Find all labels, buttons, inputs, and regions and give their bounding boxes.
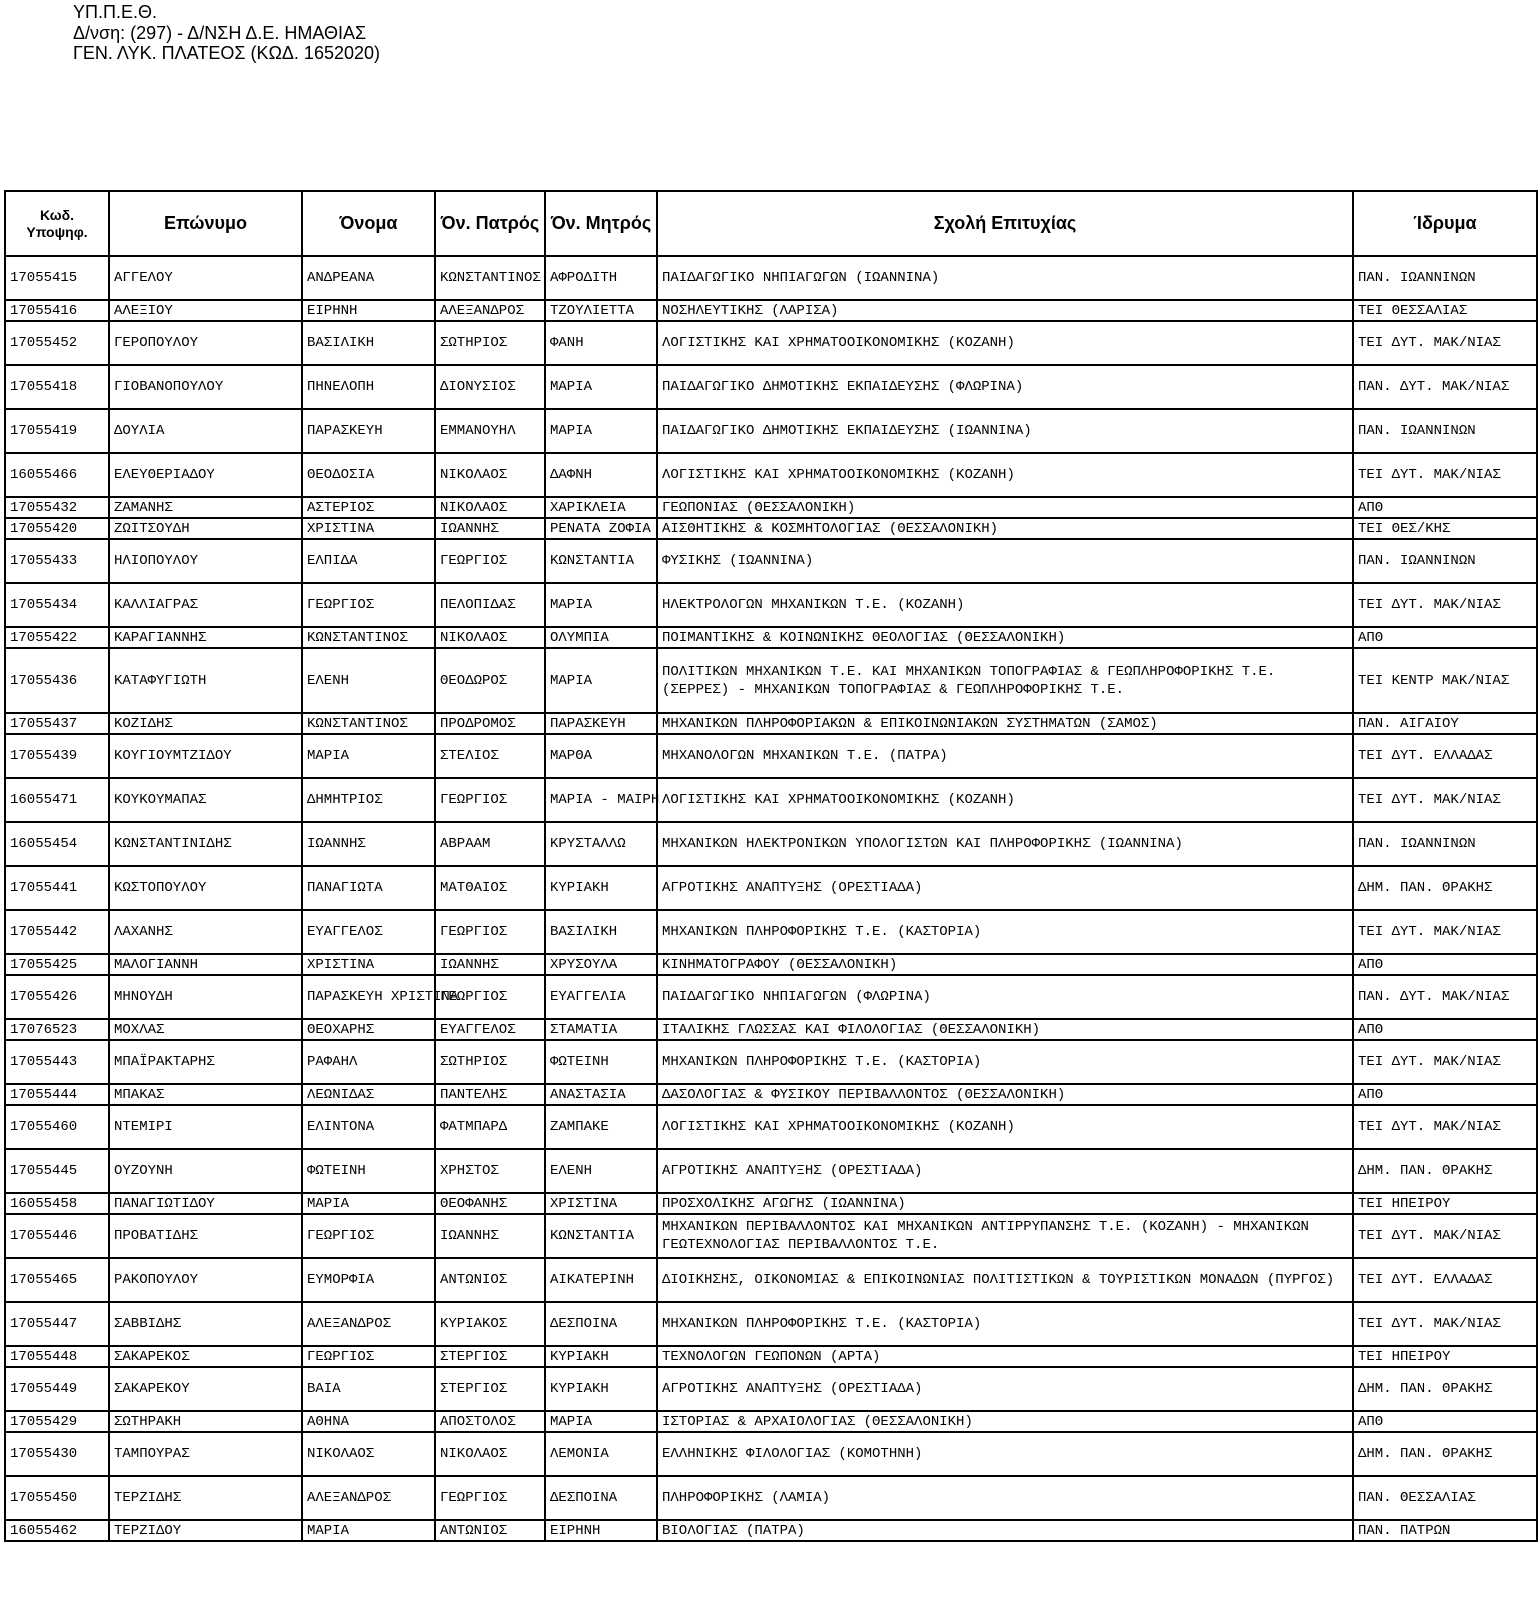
cell-name: ΑΣΤΕΡΙΟΣ xyxy=(302,497,435,518)
cell-school: ΠΟΙΜΑΝΤΙΚΗΣ & ΚΟΙΝΩΝΙΚΗΣ ΘΕΟΛΟΓΙΑΣ (ΘΕΣΣΑΛΟΝΙΚΗ) xyxy=(657,627,1353,648)
cell-name: ΚΩΝΣΤΑΝΤΙΝΟΣ xyxy=(302,627,435,648)
cell-name: ΚΩΝΣΤΑΝΤΙΝΟΣ xyxy=(302,713,435,734)
cell-school: ΦΥΣΙΚΗΣ (ΙΩΑΝΝΙΝΑ) xyxy=(657,539,1353,583)
cell-father-name: ΣΤΕΛΙΟΣ xyxy=(435,734,545,778)
cell-father-name: ΓΕΩΡΓΙΟΣ xyxy=(435,910,545,954)
cell-mother-name: ΦΑΝΗ xyxy=(545,321,657,365)
cell-code: 17055443 xyxy=(5,1040,109,1084)
cell-code: 16055458 xyxy=(5,1193,109,1214)
cell-school: ΜΗΧΑΝΙΚΩΝ ΗΛΕΚΤΡΟΝΙΚΩΝ ΥΠΟΛΟΓΙΣΤΩΝ ΚΑΙ ΠΛΗΡΟΦΟΡΙΚΗΣ (ΙΩΑΝΝΙΝΑ) xyxy=(657,822,1353,866)
cell-surname: ΣΑΚΑΡΕΚΟΥ xyxy=(109,1367,302,1411)
cell-mother-name: ΧΑΡΙΚΛΕΙΑ xyxy=(545,497,657,518)
cell-school: ΓΕΩΠΟΝΙΑΣ (ΘΕΣΣΑΛΟΝΙΚΗ) xyxy=(657,497,1353,518)
cell-name: ΓΕΩΡΓΙΟΣ xyxy=(302,1346,435,1367)
cell-name: ΒΑΙΑ xyxy=(302,1367,435,1411)
cell-father-name: ΘΕΟΦΑΝΗΣ xyxy=(435,1193,545,1214)
cell-surname: ΚΑΡΑΓΙΑΝΝΗΣ xyxy=(109,627,302,648)
cell-institution: ΠΑΝ. ΙΩΑΝΝΙΝΩΝ xyxy=(1353,822,1537,866)
cell-code: 17055425 xyxy=(5,954,109,975)
table-row xyxy=(5,518,1537,539)
cell-school: ΠΑΙΔΑΓΩΓΙΚΟ ΝΗΠΙΑΓΩΓΩΝ (ΦΛΩΡΙΝΑ) xyxy=(657,975,1353,1019)
table-row xyxy=(5,734,1537,778)
cell-mother-name: ΠΑΡΑΣΚΕΥΗ xyxy=(545,713,657,734)
cell-institution: ΤΕΙ ΔΥΤ. ΜΑΚ/ΝΙΑΣ xyxy=(1353,321,1537,365)
table-row xyxy=(5,497,1537,518)
cell-name: ΧΡΙΣΤΙΝΑ xyxy=(302,518,435,539)
cell-surname: ΚΟΥΚΟΥΜΑΠΑΣ xyxy=(109,778,302,822)
cell-surname: ΓΕΡΟΠΟΥΛΟΥ xyxy=(109,321,302,365)
table-row xyxy=(5,822,1537,866)
cell-surname: ΜΟΧΛΑΣ xyxy=(109,1019,302,1040)
cell-code: 17055432 xyxy=(5,497,109,518)
cell-surname: ΚΩΣΤΟΠΟΥΛΟΥ xyxy=(109,866,302,910)
cell-surname: ΡΑΚΟΠΟΥΛΟΥ xyxy=(109,1258,302,1302)
cell-surname: ΜΠΑΚΑΣ xyxy=(109,1084,302,1105)
cell-name: ΜΑΡΙΑ xyxy=(302,1193,435,1214)
table-row xyxy=(5,910,1537,954)
cell-mother-name: ΚΩΝΣΤΑΝΤΙΑ xyxy=(545,539,657,583)
cell-institution: ΑΠΘ xyxy=(1353,627,1537,648)
cell-mother-name: ΣΤΑΜΑΤΙΑ xyxy=(545,1019,657,1040)
cell-mother-name: ΒΑΣΙΛΙΚΗ xyxy=(545,910,657,954)
cell-code: 17055429 xyxy=(5,1411,109,1432)
col-header-school: Σχολή Επιτυχίας xyxy=(657,191,1353,256)
cell-father-name: ΙΩΑΝΝΗΣ xyxy=(435,518,545,539)
cell-school: ΠΟΛΙΤΙΚΩΝ ΜΗΧΑΝΙΚΩΝ Τ.Ε. ΚΑΙ ΜΗΧΑΝΙΚΩΝ ΤΟΠΟΓΡΑΦΙΑΣ & ΓΕΩΠΛΗΡΟΦΟΡΙΚΗΣ Τ.Ε. (ΣΕΡΡΕΣ) - ΜΗΧΑΝΙΚΩΝ ΤΟΠΟΓΡΑΦΙΑΣ & ΓΕΩΠΛΗΡΟΦΟΡΙΚΗΣ Τ.Ε. xyxy=(657,648,1353,713)
cell-name: ΕΥΜΟΡΦΙΑ xyxy=(302,1258,435,1302)
cell-name: ΠΑΡΑΣΚΕΥΗ ΧΡΙΣΤΙΝΑ xyxy=(302,975,435,1019)
cell-name: ΑΛΕΞΑΝΔΡΟΣ xyxy=(302,1302,435,1346)
cell-father-name: ΓΕΩΡΓΙΟΣ xyxy=(435,1476,545,1520)
table-row xyxy=(5,1019,1537,1040)
cell-code: 17055452 xyxy=(5,321,109,365)
cell-institution: ΠΑΝ. ΙΩΑΝΝΙΝΩΝ xyxy=(1353,256,1537,300)
table-row xyxy=(5,583,1537,627)
cell-father-name: ΝΙΚΟΛΑΟΣ xyxy=(435,497,545,518)
table-row xyxy=(5,954,1537,975)
cell-institution: ΠΑΝ. ΠΑΤΡΩΝ xyxy=(1353,1520,1537,1541)
ministry-line: ΥΠ.Π.Ε.Θ. xyxy=(73,2,158,22)
cell-school: ΑΓΡΟΤΙΚΗΣ ΑΝΑΠΤΥΞΗΣ (ΟΡΕΣΤΙΑΔΑ) xyxy=(657,1149,1353,1193)
cell-institution: ΤΕΙ ΘΕΣΣΑΛΙΑΣ xyxy=(1353,300,1537,321)
cell-code: 17055420 xyxy=(5,518,109,539)
cell-name: ΦΩΤΕΙΝΗ xyxy=(302,1149,435,1193)
table-row xyxy=(5,1346,1537,1367)
cell-name: ΕΛΙΝΤΟΝΑ xyxy=(302,1105,435,1149)
cell-institution: ΤΕΙ ΚΕΝΤΡ ΜΑΚ/ΝΙΑΣ xyxy=(1353,648,1537,713)
cell-mother-name: ΦΩΤΕΙΝΗ xyxy=(545,1040,657,1084)
cell-institution: ΤΕΙ ΔΥΤ. ΜΑΚ/ΝΙΑΣ xyxy=(1353,1105,1537,1149)
cell-father-name: ΓΕΩΡΓΙΟΣ xyxy=(435,778,545,822)
cell-mother-name: ΕΥΑΓΓΕΛΙΑ xyxy=(545,975,657,1019)
cell-father-name: ΕΥΑΓΓΕΛΟΣ xyxy=(435,1019,545,1040)
table-row xyxy=(5,365,1537,409)
cell-mother-name: ΜΑΡΙΑ xyxy=(545,583,657,627)
table-row xyxy=(5,1149,1537,1193)
cell-mother-name: ΚΩΝΣΤΑΝΤΙΑ xyxy=(545,1214,657,1258)
cell-surname: ΔΟΥΛΙΑ xyxy=(109,409,302,453)
cell-name: ΕΙΡΗΝΗ xyxy=(302,300,435,321)
cell-surname: ΚΑΤΑΦΥΓΙΩΤΗ xyxy=(109,648,302,713)
cell-institution: ΤΕΙ ΔΥΤ. ΜΑΚ/ΝΙΑΣ xyxy=(1353,1214,1537,1258)
cell-school: ΛΟΓΙΣΤΙΚΗΣ ΚΑΙ ΧΡΗΜΑΤΟΟΙΚΟΝΟΜΙΚΗΣ (ΚΟΖΑΝΗ) xyxy=(657,321,1353,365)
cell-school: ΠΑΙΔΑΓΩΓΙΚΟ ΔΗΜΟΤΙΚΗΣ ΕΚΠΑΙΔΕΥΣΗΣ (ΦΛΩΡΙΝΑ) xyxy=(657,365,1353,409)
cell-institution: ΑΠΘ xyxy=(1353,954,1537,975)
col-header-surname: Επώνυμο xyxy=(109,191,302,256)
cell-school: ΗΛΕΚΤΡΟΛΟΓΩΝ ΜΗΧΑΝΙΚΩΝ Τ.Ε. (ΚΟΖΑΝΗ) xyxy=(657,583,1353,627)
cell-institution: ΑΠΘ xyxy=(1353,1019,1537,1040)
cell-surname: ΠΡΟΒΑΤΙΔΗΣ xyxy=(109,1214,302,1258)
cell-school: ΑΙΣΘΗΤΙΚΗΣ & ΚΟΣΜΗΤΟΛΟΓΙΑΣ (ΘΕΣΣΑΛΟΝΙΚΗ) xyxy=(657,518,1353,539)
cell-father-name: ΚΩΝΣΤΑΝΤΙΝΟΣ xyxy=(435,256,545,300)
cell-name: ΒΑΣΙΛΙΚΗ xyxy=(302,321,435,365)
cell-name: ΠΑΡΑΣΚΕΥΗ xyxy=(302,409,435,453)
table-row xyxy=(5,1302,1537,1346)
cell-code: 17055446 xyxy=(5,1214,109,1258)
table-row xyxy=(5,1367,1537,1411)
col-header-father: Όν. Πατρός xyxy=(435,191,545,256)
cell-mother-name: ΡΕΝΑΤΑ ΖΟΦΙΑ xyxy=(545,518,657,539)
cell-school: ΑΓΡΟΤΙΚΗΣ ΑΝΑΠΤΥΞΗΣ (ΟΡΕΣΤΙΑΔΑ) xyxy=(657,866,1353,910)
cell-name: ΝΙΚΟΛΑΟΣ xyxy=(302,1432,435,1476)
cell-name: ΙΩΑΝΝΗΣ xyxy=(302,822,435,866)
cell-name: ΜΑΡΙΑ xyxy=(302,734,435,778)
table-header-row xyxy=(5,191,1537,256)
cell-mother-name: ΕΙΡΗΝΗ xyxy=(545,1520,657,1541)
cell-school: ΛΟΓΙΣΤΙΚΗΣ ΚΑΙ ΧΡΗΜΑΤΟΟΙΚΟΝΟΜΙΚΗΣ (ΚΟΖΑΝΗ) xyxy=(657,778,1353,822)
cell-code: 17055419 xyxy=(5,409,109,453)
cell-institution: ΤΕΙ ΘΕΣ/ΚΗΣ xyxy=(1353,518,1537,539)
cell-father-name: ΔΙΟΝΥΣΙΟΣ xyxy=(435,365,545,409)
document-header xyxy=(73,2,380,64)
cell-mother-name: ΑΙΚΑΤΕΡΙΝΗ xyxy=(545,1258,657,1302)
cell-mother-name: ΔΑΦΝΗ xyxy=(545,453,657,497)
cell-mother-name: ΜΑΡΙΑ xyxy=(545,365,657,409)
col-header-mother: Όν. Μητρός xyxy=(545,191,657,256)
cell-father-name: ΣΤΕΡΓΙΟΣ xyxy=(435,1367,545,1411)
cell-school: ΠΑΙΔΑΓΩΓΙΚΟ ΔΗΜΟΤΙΚΗΣ ΕΚΠΑΙΔΕΥΣΗΣ (ΙΩΑΝΝΙΝΑ) xyxy=(657,409,1353,453)
cell-school: ΑΓΡΟΤΙΚΗΣ ΑΝΑΠΤΥΞΗΣ (ΟΡΕΣΤΙΑΔΑ) xyxy=(657,1367,1353,1411)
candidates-table xyxy=(4,190,1538,1542)
cell-surname: ΜΠΑΪΡΑΚΤΑΡΗΣ xyxy=(109,1040,302,1084)
cell-surname: ΚΟΥΓΙΟΥΜΤΖΙΔΟΥ xyxy=(109,734,302,778)
cell-institution: ΤΕΙ ΔΥΤ. ΕΛΛΑΔΑΣ xyxy=(1353,734,1537,778)
cell-surname: ΝΤΕΜΙΡΙ xyxy=(109,1105,302,1149)
cell-father-name: ΝΙΚΟΛΑΟΣ xyxy=(435,1432,545,1476)
table-row xyxy=(5,300,1537,321)
table-row xyxy=(5,1520,1537,1541)
table-row xyxy=(5,1476,1537,1520)
cell-father-name: ΦΑΤΜΠΑΡΔ xyxy=(435,1105,545,1149)
cell-surname: ΖΑΜΑΝΗΣ xyxy=(109,497,302,518)
cell-surname: ΓΙΟΒΑΝΟΠΟΥΛΟΥ xyxy=(109,365,302,409)
cell-name: ΑΘΗΝΑ xyxy=(302,1411,435,1432)
cell-mother-name: ΔΕΣΠΟΙΝΑ xyxy=(545,1476,657,1520)
table-row xyxy=(5,713,1537,734)
cell-surname: ΜΑΛΟΓΙΑΝΝΗ xyxy=(109,954,302,975)
table-row xyxy=(5,256,1537,300)
cell-mother-name: ΕΛΕΝΗ xyxy=(545,1149,657,1193)
cell-mother-name: ΛΕΜΟΝΙΑ xyxy=(545,1432,657,1476)
cell-name: ΕΛΠΙΔΑ xyxy=(302,539,435,583)
cell-code: 17055460 xyxy=(5,1105,109,1149)
cell-name: ΔΗΜΗΤΡΙΟΣ xyxy=(302,778,435,822)
cell-code: 17055448 xyxy=(5,1346,109,1367)
cell-school: ΝΟΣΗΛΕΥΤΙΚΗΣ (ΛΑΡΙΣΑ) xyxy=(657,300,1353,321)
col-header-name: Όνομα xyxy=(302,191,435,256)
cell-mother-name: ΧΡΙΣΤΙΝΑ xyxy=(545,1193,657,1214)
cell-mother-name: ΚΥΡΙΑΚΗ xyxy=(545,866,657,910)
cell-name: ΛΕΩΝΙΔΑΣ xyxy=(302,1084,435,1105)
cell-school: ΜΗΧΑΝΙΚΩΝ ΠΛΗΡΟΦΟΡΙΚΗΣ Τ.Ε. (ΚΑΣΤΟΡΙΑ) xyxy=(657,1040,1353,1084)
cell-school: ΠΡΟΣΧΟΛΙΚΗΣ ΑΓΩΓΗΣ (ΙΩΑΝΝΙΝΑ) xyxy=(657,1193,1353,1214)
cell-school: ΤΕΧΝΟΛΟΓΩΝ ΓΕΩΠΟΝΩΝ (ΑΡΤΑ) xyxy=(657,1346,1353,1367)
cell-mother-name: ΖΑΜΠΑΚΕ xyxy=(545,1105,657,1149)
cell-institution: ΤΕΙ ΔΥΤ. ΜΑΚ/ΝΙΑΣ xyxy=(1353,453,1537,497)
cell-mother-name: ΟΛΥΜΠΙΑ xyxy=(545,627,657,648)
cell-institution: ΤΕΙ ΗΠΕΙΡΟΥ xyxy=(1353,1346,1537,1367)
cell-mother-name: ΚΥΡΙΑΚΗ xyxy=(545,1367,657,1411)
cell-mother-name: ΚΡΥΣΤΑΛΛΩ xyxy=(545,822,657,866)
cell-code: 16055462 xyxy=(5,1520,109,1541)
cell-surname: ΑΛΕΞΙΟΥ xyxy=(109,300,302,321)
cell-father-name: ΝΙΚΟΛΑΟΣ xyxy=(435,453,545,497)
cell-institution: ΔΗΜ. ΠΑΝ. ΘΡΑΚΗΣ xyxy=(1353,1367,1537,1411)
cell-code: 17055434 xyxy=(5,583,109,627)
cell-school: ΠΑΙΔΑΓΩΓΙΚΟ ΝΗΠΙΑΓΩΓΩΝ (ΙΩΑΝΝΙΝΑ) xyxy=(657,256,1353,300)
cell-code: 17055426 xyxy=(5,975,109,1019)
cell-surname: ΣΩΤΗΡΑΚΗ xyxy=(109,1411,302,1432)
cell-school: ΛΟΓΙΣΤΙΚΗΣ ΚΑΙ ΧΡΗΜΑΤΟΟΙΚΟΝΟΜΙΚΗΣ (ΚΟΖΑΝΗ) xyxy=(657,1105,1353,1149)
cell-institution: ΠΑΝ. ΔΥΤ. ΜΑΚ/ΝΙΑΣ xyxy=(1353,975,1537,1019)
school-line: ΓΕΝ. ΛΥΚ. ΠΛΑΤΕΟΣ (ΚΩΔ. 1652020) xyxy=(73,43,381,63)
cell-institution: ΔΗΜ. ΠΑΝ. ΘΡΑΚΗΣ xyxy=(1353,1432,1537,1476)
cell-code: 17055433 xyxy=(5,539,109,583)
table-row xyxy=(5,648,1537,713)
cell-code: 17055418 xyxy=(5,365,109,409)
table-row xyxy=(5,1214,1537,1258)
cell-father-name: ΑΝΤΩΝΙΟΣ xyxy=(435,1520,545,1541)
cell-school: ΒΙΟΛΟΓΙΑΣ (ΠΑΤΡΑ) xyxy=(657,1520,1353,1541)
cell-mother-name: ΑΝΑΣΤΑΣΙΑ xyxy=(545,1084,657,1105)
cell-code: 16055466 xyxy=(5,453,109,497)
table-row xyxy=(5,539,1537,583)
cell-name: ΘΕΟΧΑΡΗΣ xyxy=(302,1019,435,1040)
cell-code: 16055454 xyxy=(5,822,109,866)
cell-surname: ΤΕΡΖΙΔΟΥ xyxy=(109,1520,302,1541)
cell-father-name: ΓΕΩΡΓΙΟΣ xyxy=(435,539,545,583)
cell-father-name: ΓΕΩΡΓΙΟΣ xyxy=(435,975,545,1019)
cell-mother-name: ΧΡΥΣΟΥΛΑ xyxy=(545,954,657,975)
cell-father-name: ΠΑΝΤΕΛΗΣ xyxy=(435,1084,545,1105)
cell-surname: ΣΑΚΑΡΕΚΟΣ xyxy=(109,1346,302,1367)
cell-school: ΚΙΝΗΜΑΤΟΓΡΑΦΟΥ (ΘΕΣΣΑΛΟΝΙΚΗ) xyxy=(657,954,1353,975)
cell-surname: ΛΑΧΑΝΗΣ xyxy=(109,910,302,954)
cell-mother-name: ΜΑΡΙΑ xyxy=(545,1411,657,1432)
cell-institution: ΠΑΝ. ΑΙΓΑΙΟΥ xyxy=(1353,713,1537,734)
cell-father-name: ΠΡΟΔΡΟΜΟΣ xyxy=(435,713,545,734)
cell-school: ΙΣΤΟΡΙΑΣ & ΑΡΧΑΙΟΛΟΓΙΑΣ (ΘΕΣΣΑΛΟΝΙΚΗ) xyxy=(657,1411,1353,1432)
cell-code: 17055442 xyxy=(5,910,109,954)
cell-surname: ΕΛΕΥΘΕΡΙΑΔΟΥ xyxy=(109,453,302,497)
cell-code: 17055450 xyxy=(5,1476,109,1520)
cell-mother-name: ΔΕΣΠΟΙΝΑ xyxy=(545,1302,657,1346)
cell-father-name: ΕΜΜΑΝΟΥΗΛ xyxy=(435,409,545,453)
cell-institution: ΤΕΙ ΔΥΤ. ΕΛΛΑΔΑΣ xyxy=(1353,1258,1537,1302)
cell-institution: ΔΗΜ. ΠΑΝ. ΘΡΑΚΗΣ xyxy=(1353,1149,1537,1193)
cell-code: 17055449 xyxy=(5,1367,109,1411)
cell-surname: ΤΑΜΠΟΥΡΑΣ xyxy=(109,1432,302,1476)
cell-institution: ΠΑΝ. ΔΥΤ. ΜΑΚ/ΝΙΑΣ xyxy=(1353,365,1537,409)
cell-father-name: ΑΛΕΞΑΝΔΡΟΣ xyxy=(435,300,545,321)
cell-school: ΜΗΧΑΝΙΚΩΝ ΠΛΗΡΟΦΟΡΙΑΚΩΝ & ΕΠΙΚΟΙΝΩΝΙΑΚΩΝ ΣΥΣΤΗΜΑΤΩΝ (ΣΑΜΟΣ) xyxy=(657,713,1353,734)
cell-father-name: ΜΑΤΘΑΙΟΣ xyxy=(435,866,545,910)
cell-mother-name: ΚΥΡΙΑΚΗ xyxy=(545,1346,657,1367)
cell-name: ΓΕΩΡΓΙΟΣ xyxy=(302,1214,435,1258)
cell-code: 17055422 xyxy=(5,627,109,648)
cell-institution: ΤΕΙ ΗΠΕΙΡΟΥ xyxy=(1353,1193,1537,1214)
cell-code: 17055415 xyxy=(5,256,109,300)
cell-surname: ΑΓΓΕΛΟΥ xyxy=(109,256,302,300)
cell-school: ΜΗΧΑΝΙΚΩΝ ΠΛΗΡΟΦΟΡΙΚΗΣ Τ.Ε. (ΚΑΣΤΟΡΙΑ) xyxy=(657,1302,1353,1346)
cell-surname: ΚΟΖΙΔΗΣ xyxy=(109,713,302,734)
cell-institution: ΠΑΝ. ΙΩΑΝΝΙΝΩΝ xyxy=(1353,409,1537,453)
cell-institution: ΠΑΝ. ΙΩΑΝΝΙΝΩΝ xyxy=(1353,539,1537,583)
cell-father-name: ΙΩΑΝΝΗΣ xyxy=(435,954,545,975)
table-row xyxy=(5,1084,1537,1105)
table-row xyxy=(5,453,1537,497)
cell-institution: ΑΠΘ xyxy=(1353,1084,1537,1105)
table-row xyxy=(5,627,1537,648)
cell-name: ΕΛΕΝΗ xyxy=(302,648,435,713)
cell-school: ΠΛΗΡΟΦΟΡΙΚΗΣ (ΛΑΜΙΑ) xyxy=(657,1476,1353,1520)
col-header-code: Κωδ. Υποψηφ. xyxy=(5,191,109,256)
table-row xyxy=(5,1040,1537,1084)
cell-code: 17055465 xyxy=(5,1258,109,1302)
cell-name: ΕΥΑΓΓΕΛΟΣ xyxy=(302,910,435,954)
cell-surname: ΠΑΝΑΓΙΩΤΙΔΟΥ xyxy=(109,1193,302,1214)
cell-father-name: ΚΥΡΙΑΚΟΣ xyxy=(435,1302,545,1346)
table-row xyxy=(5,1432,1537,1476)
table-row xyxy=(5,1411,1537,1432)
cell-mother-name: ΜΑΡΙΑ xyxy=(545,409,657,453)
table-row xyxy=(5,321,1537,365)
cell-name: ΜΑΡΙΑ xyxy=(302,1520,435,1541)
cell-surname: ΗΛΙΟΠΟΥΛΟΥ xyxy=(109,539,302,583)
cell-institution: ΔΗΜ. ΠΑΝ. ΘΡΑΚΗΣ xyxy=(1353,866,1537,910)
cell-code: 17055447 xyxy=(5,1302,109,1346)
cell-mother-name: ΜΑΡΙΑ xyxy=(545,648,657,713)
cell-father-name: ΠΕΛΟΠΙΔΑΣ xyxy=(435,583,545,627)
cell-institution: ΤΕΙ ΔΥΤ. ΜΑΚ/ΝΙΑΣ xyxy=(1353,910,1537,954)
cell-code: 17055430 xyxy=(5,1432,109,1476)
table-row xyxy=(5,866,1537,910)
cell-institution: ΠΑΝ. ΘΕΣΣΑΛΙΑΣ xyxy=(1353,1476,1537,1520)
cell-school: ΜΗΧΑΝΙΚΩΝ ΠΕΡΙΒΑΛΛΟΝΤΟΣ ΚΑΙ ΜΗΧΑΝΙΚΩΝ ΑΝΤΙΡΡΥΠΑΝΣΗΣ Τ.Ε. (ΚΟΖΑΝΗ) - ΜΗΧΑΝΙΚΩΝ ΓΕΩΤΕΧΝΟΛΟΓΙΑΣ ΠΕΡΙΒΑΛΛΟΝΤΟΣ Τ.Ε. xyxy=(657,1214,1353,1258)
cell-institution: ΤΕΙ ΔΥΤ. ΜΑΚ/ΝΙΑΣ xyxy=(1353,1302,1537,1346)
cell-father-name: ΧΡΗΣΤΟΣ xyxy=(435,1149,545,1193)
cell-institution: ΤΕΙ ΔΥΤ. ΜΑΚ/ΝΙΑΣ xyxy=(1353,778,1537,822)
cell-surname: ΚΩΝΣΤΑΝΤΙΝΙΔΗΣ xyxy=(109,822,302,866)
cell-code: 17055441 xyxy=(5,866,109,910)
cell-surname: ΟΥΖΟΥΝΗ xyxy=(109,1149,302,1193)
cell-school: ΛΟΓΙΣΤΙΚΗΣ ΚΑΙ ΧΡΗΜΑΤΟΟΙΚΟΝΟΜΙΚΗΣ (ΚΟΖΑΝΗ) xyxy=(657,453,1353,497)
cell-institution: ΑΠΘ xyxy=(1353,497,1537,518)
cell-code: 17055439 xyxy=(5,734,109,778)
cell-school: ΜΗΧΑΝΟΛΟΓΩΝ ΜΗΧΑΝΙΚΩΝ Τ.Ε. (ΠΑΤΡΑ) xyxy=(657,734,1353,778)
cell-surname: ΖΩΙΤΣΟΥΔΗ xyxy=(109,518,302,539)
cell-school: ΙΤΑΛΙΚΗΣ ΓΛΩΣΣΑΣ ΚΑΙ ΦΙΛΟΛΟΓΙΑΣ (ΘΕΣΣΑΛΟΝΙΚΗ) xyxy=(657,1019,1353,1040)
cell-surname: ΣΑΒΒΙΔΗΣ xyxy=(109,1302,302,1346)
cell-institution: ΤΕΙ ΔΥΤ. ΜΑΚ/ΝΙΑΣ xyxy=(1353,1040,1537,1084)
table-row xyxy=(5,1105,1537,1149)
cell-name: ΠΗΝΕΛΟΠΗ xyxy=(302,365,435,409)
cell-institution: ΤΕΙ ΔΥΤ. ΜΑΚ/ΝΙΑΣ xyxy=(1353,583,1537,627)
cell-name: ΘΕΟΔΟΣΙΑ xyxy=(302,453,435,497)
cell-father-name: ΘΕΟΔΩΡΟΣ xyxy=(435,648,545,713)
cell-father-name: ΑΠΟΣΤΟΛΟΣ xyxy=(435,1411,545,1432)
cell-code: 17055436 xyxy=(5,648,109,713)
table-row xyxy=(5,975,1537,1019)
table-body xyxy=(5,256,1537,1541)
table-row xyxy=(5,1258,1537,1302)
cell-father-name: ΙΩΑΝΝΗΣ xyxy=(435,1214,545,1258)
cell-name: ΑΛΕΞΑΝΔΡΟΣ xyxy=(302,1476,435,1520)
cell-father-name: ΣΤΕΡΓΙΟΣ xyxy=(435,1346,545,1367)
col-header-institution: Ίδρυμα xyxy=(1353,191,1537,256)
cell-surname: ΤΕΡΖΙΔΗΣ xyxy=(109,1476,302,1520)
cell-school: ΔΙΟΙΚΗΣΗΣ, ΟΙΚΟΝΟΜΙΑΣ & ΕΠΙΚΟΙΝΩΝΙΑΣ ΠΟΛΙΤΙΣΤΙΚΩΝ & ΤΟΥΡΙΣΤΙΚΩΝ ΜΟΝΑΔΩΝ (ΠΥΡΓΟΣ) xyxy=(657,1258,1353,1302)
table-row xyxy=(5,778,1537,822)
cell-mother-name: ΜΑΡΙΑ - ΜΑΙΡΗ xyxy=(545,778,657,822)
cell-code: 17055437 xyxy=(5,713,109,734)
cell-father-name: ΣΩΤΗΡΙΟΣ xyxy=(435,321,545,365)
cell-father-name: ΣΩΤΗΡΙΟΣ xyxy=(435,1040,545,1084)
cell-name: ΧΡΙΣΤΙΝΑ xyxy=(302,954,435,975)
cell-code: 17055416 xyxy=(5,300,109,321)
cell-mother-name: ΜΑΡΘΑ xyxy=(545,734,657,778)
cell-school: ΕΛΛΗΝΙΚΗΣ ΦΙΛΟΛΟΓΙΑΣ (ΚΟΜΟΤΗΝΗ) xyxy=(657,1432,1353,1476)
cell-father-name: ΝΙΚΟΛΑΟΣ xyxy=(435,627,545,648)
cell-mother-name: ΤΖΟΥΛΙΕΤΤΑ xyxy=(545,300,657,321)
cell-name: ΑΝΔΡΕΑΝΑ xyxy=(302,256,435,300)
cell-name: ΡΑΦΑΗΛ xyxy=(302,1040,435,1084)
cell-school: ΔΑΣΟΛΟΓΙΑΣ & ΦΥΣΙΚΟΥ ΠΕΡΙΒΑΛΛΟΝΤΟΣ (ΘΕΣΣΑΛΟΝΙΚΗ) xyxy=(657,1084,1353,1105)
cell-school: ΜΗΧΑΝΙΚΩΝ ΠΛΗΡΟΦΟΡΙΚΗΣ Τ.Ε. (ΚΑΣΤΟΡΙΑ) xyxy=(657,910,1353,954)
cell-name: ΓΕΩΡΓΙΟΣ xyxy=(302,583,435,627)
table-row xyxy=(5,1193,1537,1214)
cell-surname: ΚΑΛΛΙΑΓΡΑΣ xyxy=(109,583,302,627)
cell-father-name: ΑΒΡΑΑΜ xyxy=(435,822,545,866)
cell-mother-name: ΑΦΡΟΔΙΤΗ xyxy=(545,256,657,300)
cell-surname: ΜΗΝΟΥΔΗ xyxy=(109,975,302,1019)
cell-code: 17076523 xyxy=(5,1019,109,1040)
directorate-line: Δ/νση: (297) - Δ/ΝΣΗ Δ.Ε. ΗΜΑΘΙΑΣ xyxy=(73,22,367,43)
table-row xyxy=(5,409,1537,453)
cell-name: ΠΑΝΑΓΙΩΤΑ xyxy=(302,866,435,910)
cell-code: 17055445 xyxy=(5,1149,109,1193)
cell-code: 17055444 xyxy=(5,1084,109,1105)
cell-code: 16055471 xyxy=(5,778,109,822)
cell-institution: ΑΠΘ xyxy=(1353,1411,1537,1432)
cell-father-name: ΑΝΤΩΝΙΟΣ xyxy=(435,1258,545,1302)
